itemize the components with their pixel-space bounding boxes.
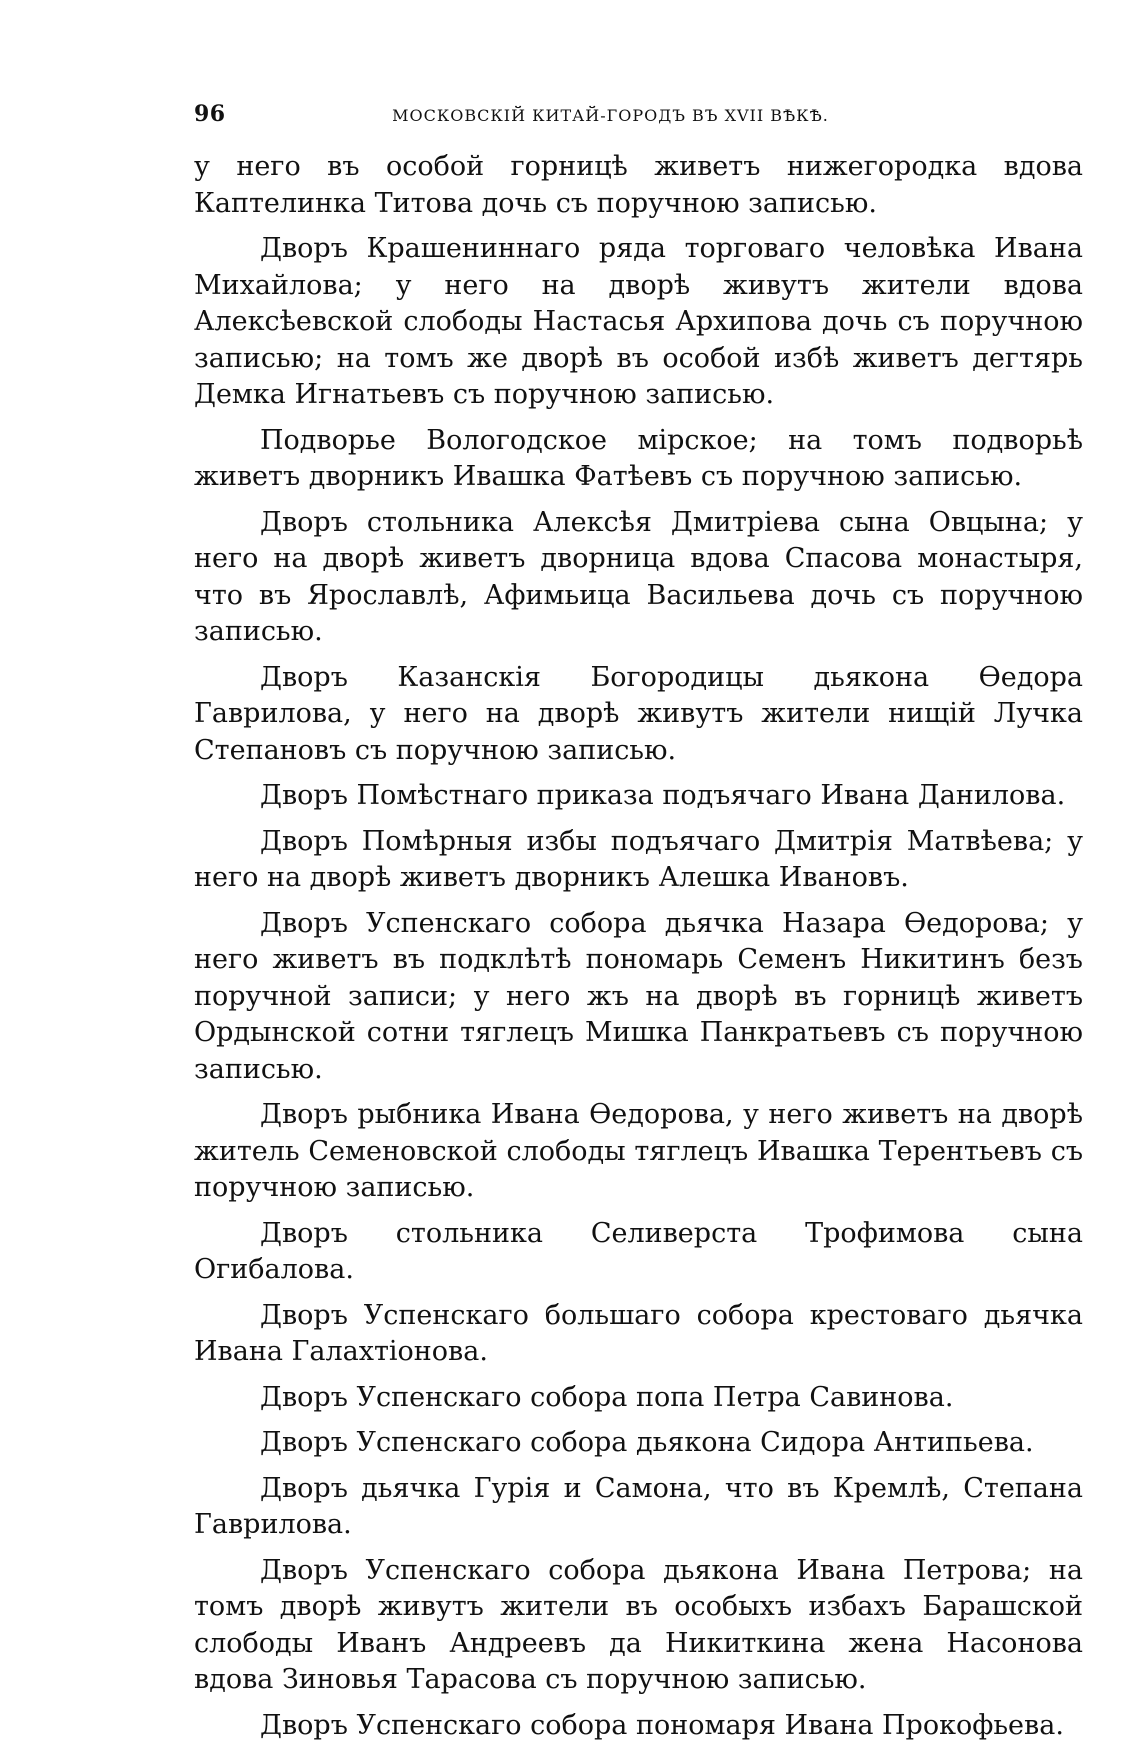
paragraph-continuation: у него въ особой горницѣ живетъ нижегородка вдова Каптелинка Титова дочь съ поручною записью.: [194, 151, 1083, 219]
paragraph: Дворъ стольника Селиверста Трофимова сына Огибалова.: [194, 1217, 1083, 1285]
paragraph: Дворъ Успенскаго большаго собора крестоваго дьячка Ивана Галахтіонова.: [194, 1299, 1083, 1367]
paragraph: Дворъ Крашениннаго ряда торговаго человѣка Ивана Михайлова; у него на дворѣ живутъ жители вдова Алексѣевской слободы Настасья Архипова дочь съ поручною записью; на томъ же дворѣ въ особой избѣ живетъ дегтярь Демка Игнатьевъ съ поручною записью.: [194, 233, 1083, 410]
paragraph: Дворъ Помѣрныя избы подъячаго Дмитрія Матвѣева; у него на дворѣ живетъ дворникъ Алешка Ивановъ.: [194, 825, 1083, 893]
paragraph: Подворье Вологодское мірское; на томъ подворьѣ живетъ дворникъ Ивашка Фатѣевъ съ поручною записью.: [194, 424, 1083, 492]
paragraph: Дворъ дьячка Гурія и Самона, что въ Кремлѣ, Степана Гаврилова.: [194, 1472, 1083, 1540]
page-number: 96: [194, 101, 226, 127]
paragraph: Дворъ Успенскаго собора дьякона Ивана Петрова; на томъ дворѣ живутъ жители въ особыхъ избахъ Барашской слободы Иванъ Андреевъ да Никиткина жена Насонова вдова Зиновья Тарасова съ поручною записью.: [194, 1554, 1083, 1695]
running-header: [194, 101, 1083, 135]
paragraph: Дворъ Успенскаго собора дьякона Сидора Антипьева.: [260, 1427, 1034, 1458]
paragraph: Дворъ Казанскія Богородицы дьякона Ѳедора Гаврилова, у него на дворѣ живутъ жители нищій Лучка Степановъ съ поручною записью.: [194, 661, 1083, 766]
paragraph: Дворъ рыбника Ивана Ѳедорова, у него живетъ на дворѣ житель Семеновской слободы тяглецъ Ивашка Терентьевъ съ поручною записью.: [194, 1099, 1083, 1203]
paragraph: Дворъ стольника Алексѣя Дмитріева сына Овцына; у него на дворѣ живетъ дворница вдова Спасова монастыря, что въ Ярославлѣ, Афимьица Васильева дочь съ поручною записью.: [194, 506, 1083, 647]
paragraph: Дворъ Помѣстнаго приказа подъячаго Ивана Данилова.: [260, 780, 1066, 811]
running-title: МОСКОВСКІЙ КИТАЙ-ГОРОДЪ ВЪ XVII ВѢКѢ.: [392, 106, 829, 125]
paragraph: Дворъ Успенскаго собора пономаря Ивана Прокофьева.: [260, 1709, 1064, 1741]
paragraph: Дворъ Успенскаго собора попа Петра Савинова.: [260, 1381, 954, 1413]
paragraph: Дворъ Успенскаго собора дьячка Назара Ѳедорова; у него живетъ въ подклѣтѣ пономарь Семенъ Никитинъ безъ поручной записи; у него жъ на дворѣ въ горницѣ живетъ Ордынской сотни тяглецъ Мишка Панкратьевъ съ поручною записью.: [194, 907, 1083, 1085]
body-text: [194, 149, 1083, 1744]
book-page: [194, 101, 1083, 1753]
